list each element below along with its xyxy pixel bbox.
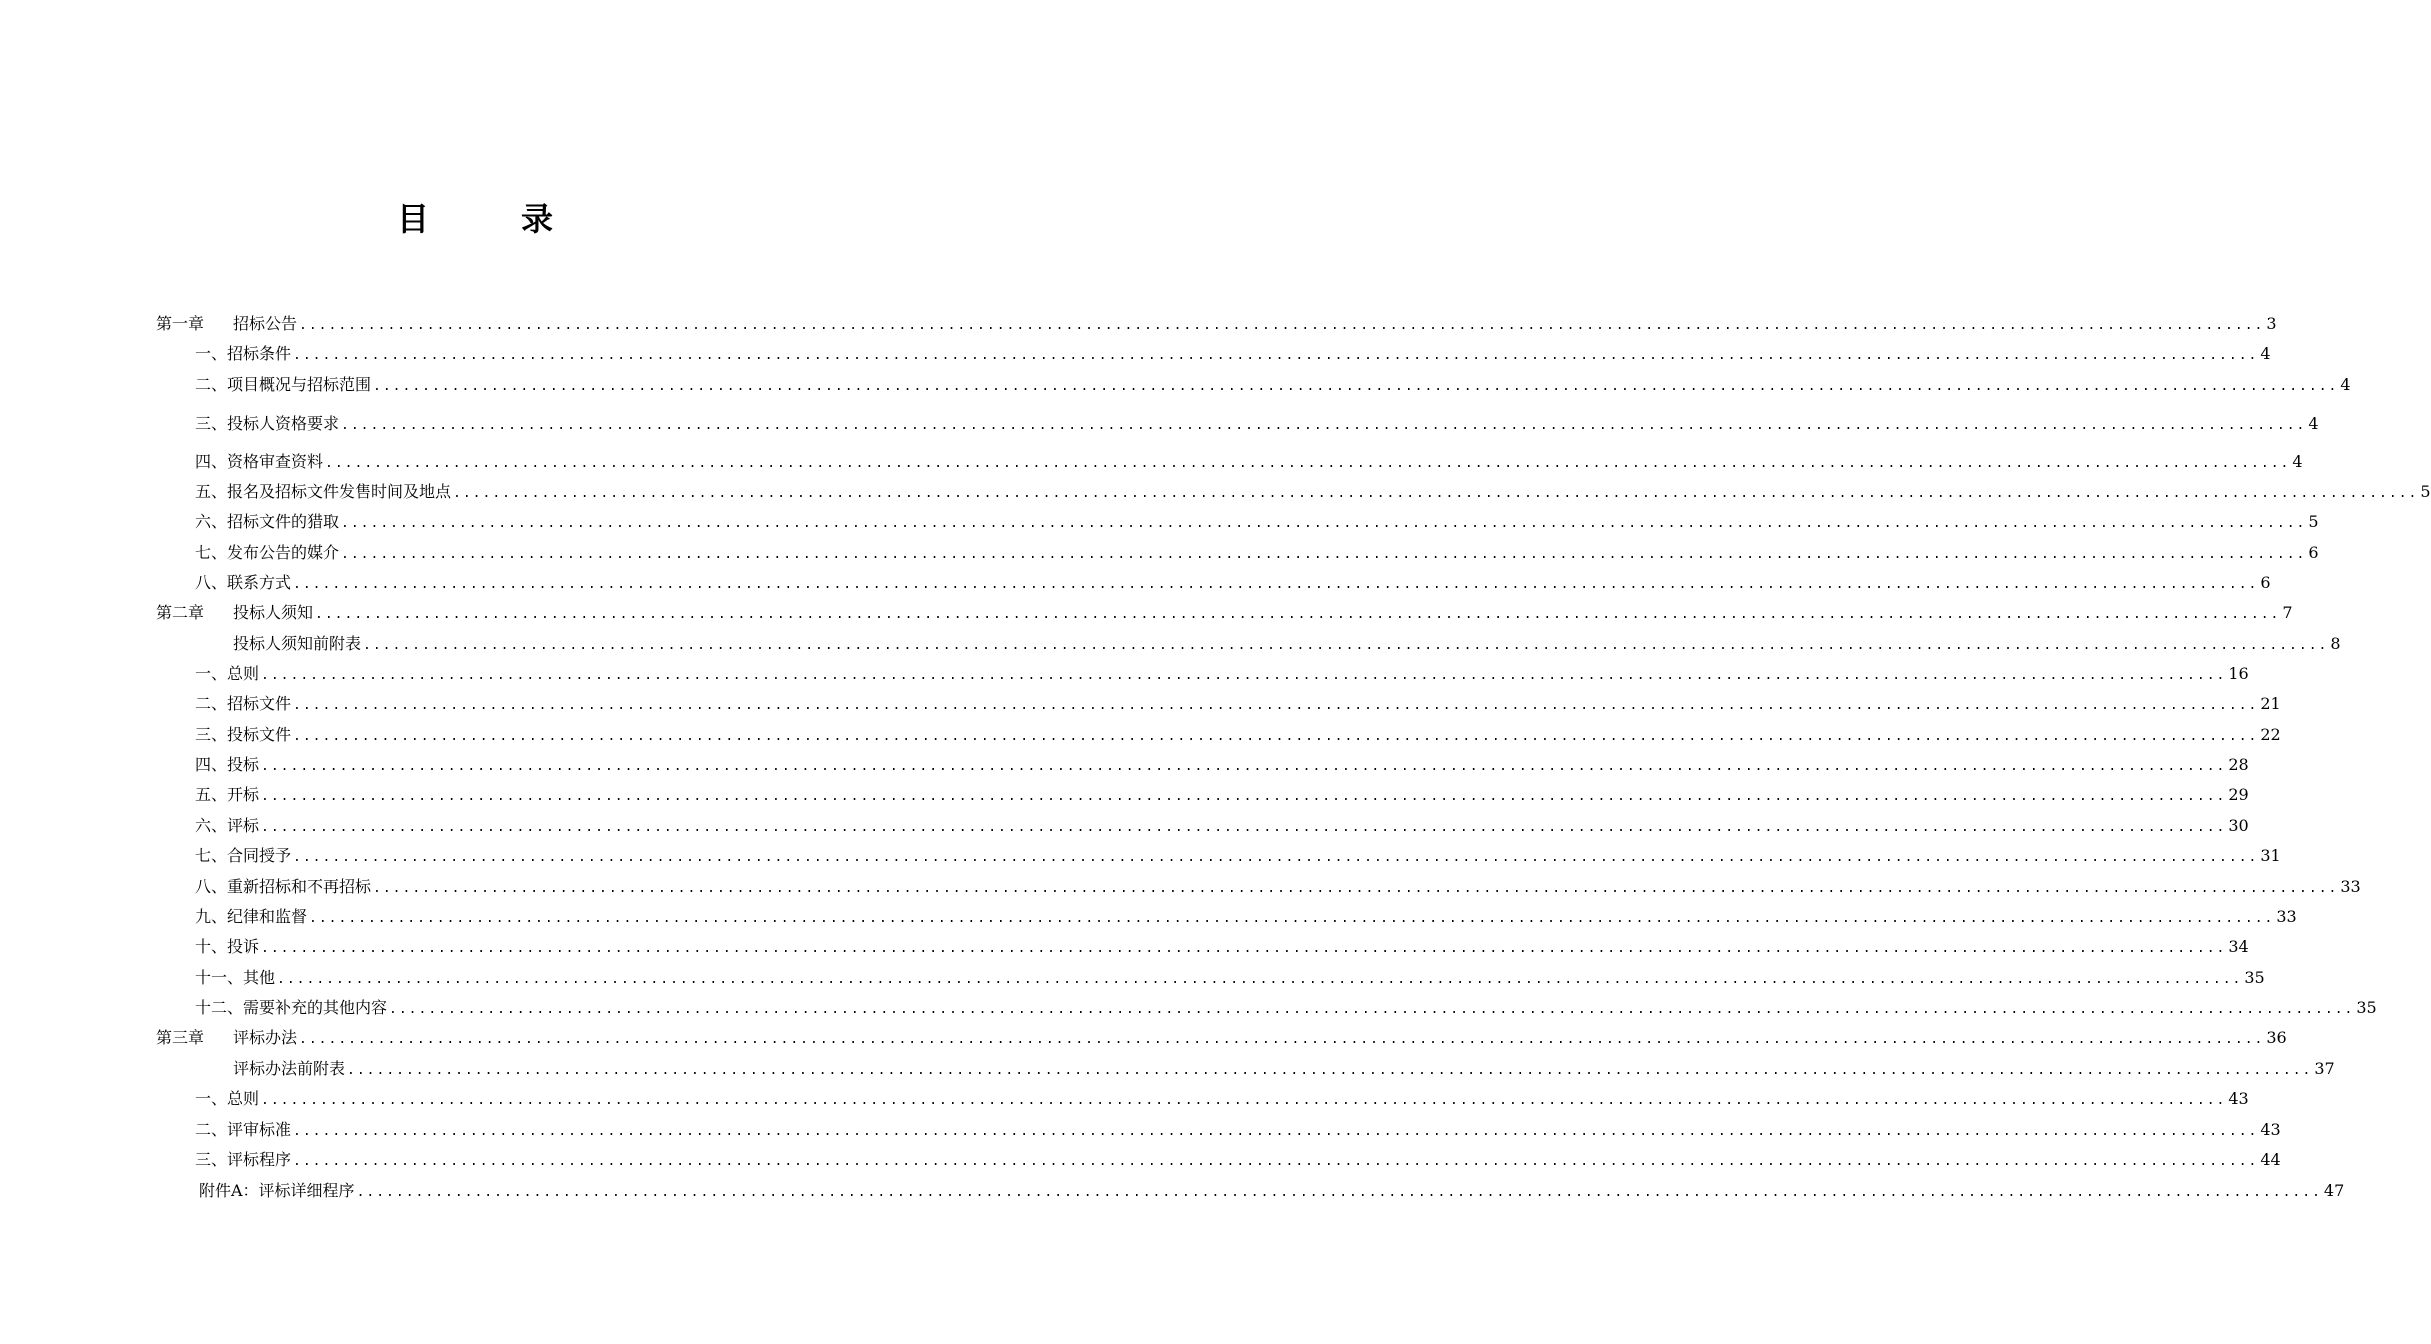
toc-entry[interactable] [0,541,2319,565]
toc-page-number: 6 [2308,543,2319,562]
toc-page-number: 44 [2260,1150,2281,1169]
toc-page-number: 4 [2292,452,2303,471]
toc-entry[interactable] [0,1179,2345,1203]
toc-entry[interactable] [0,342,2271,366]
toc-dot-leader: ........................................................................................................................................................................................................ [293,850,2259,865]
toc-entry-label: 八、重新招标和不再招标 [195,877,372,896]
toc-page-number: 16 [2228,664,2249,683]
toc-dot-leader: ........................................................................................................................................................................................................ [261,941,2227,956]
toc-entry[interactable] [0,692,2281,716]
toc-dot-leader: ........................................................................................................................................................................................................ [347,1063,2313,1078]
toc-entry[interactable] [0,844,2281,868]
toc-dot-leader: ........................................................................................................................................................................................................ [299,1032,2265,1047]
toc-page-number: 4 [2308,414,2319,433]
toc-dot-leader: ........................................................................................................................................................................................................ [373,379,2339,394]
toc-dot-leader: ........................................................................................................................................................................................................ [293,1124,2259,1139]
toc-dot-leader: ........................................................................................................................................................................................................ [356,1185,2322,1200]
toc-entry-label: 七、发布公告的媒介 [195,543,340,562]
toc-page-number: 8 [2330,634,2341,653]
toc-entry[interactable] [0,412,2319,436]
toc-entry[interactable] [0,753,2249,777]
toc-page-number: 33 [2276,907,2297,926]
toc-page-number: 35 [2244,968,2265,987]
toc-page-number: 29 [2228,785,2249,804]
toc-dot-leader: ........................................................................................................................................................................................................ [261,759,2227,774]
toc-page-number: 43 [2228,1089,2249,1108]
toc-dot-leader: ........................................................................................................................................................................................................ [261,1093,2227,1108]
toc-page-number: 36 [2266,1028,2287,1047]
toc-page-number: 4 [2260,344,2271,363]
toc-entry[interactable] [0,510,2319,534]
toc-entry[interactable] [0,450,2303,474]
toc-entry[interactable] [0,1118,2281,1142]
toc-entry-label: 一、总则 [195,664,260,683]
toc-page-number: 34 [2228,937,2249,956]
toc-dot-leader: ........................................................................................................................................................................................................ [261,820,2227,835]
toc-dot-leader: ........................................................................................................................................................................................................ [325,456,2291,471]
toc-dot-leader: ........................................................................................................................................................................................................ [389,1002,2355,1017]
toc-dot-leader: ........................................................................................................................................................................................................ [309,911,2275,926]
toc-entry-label: 二、评审标准 [195,1120,292,1139]
toc-page-number: 28 [2228,755,2249,774]
toc-entry-label: 八、联系方式 [195,573,292,592]
toc-page-number: 30 [2228,816,2249,835]
toc-entry[interactable] [0,601,2293,625]
toc-dot-leader: ........................................................................................................................................................................................................ [373,881,2339,896]
toc-entry[interactable] [0,480,2431,504]
toc-dot-leader: ........................................................................................................................................................................................................ [315,607,2281,622]
toc-entry-label: 投标人须知 [233,603,314,622]
toc-dot-leader: ........................................................................................................................................................................................................ [277,972,2243,987]
toc-entry[interactable] [0,632,2341,656]
toc-entry[interactable] [0,814,2249,838]
toc-entry-label: 四、投标 [195,755,260,774]
toc-entry-label: 附件A：评标详细程序 [199,1181,355,1200]
toc-entry[interactable] [0,783,2249,807]
page-title: 目 录 [396,200,583,238]
toc-entry-label: 一、招标条件 [195,344,292,363]
toc-dot-leader: ........................................................................................................................................................................................................ [293,348,2259,363]
toc-entry[interactable] [0,662,2249,686]
toc-entry-label: 九、纪律和监督 [195,907,308,926]
toc-dot-leader: ........................................................................................................................................................................................................ [299,318,2265,333]
toc-dot-leader: ........................................................................................................................................................................................................ [341,547,2307,562]
toc-dot-leader: ........................................................................................................................................................................................................ [341,516,2307,531]
toc-dot-leader: ........................................................................................................................................................................................................ [293,729,2259,744]
toc-page-number: 6 [2260,573,2271,592]
toc-dot-leader: ........................................................................................................................................................................................................ [293,1154,2259,1169]
toc-entry[interactable] [0,373,2351,397]
toc-dot-leader: ........................................................................................................................................................................................................ [453,486,2419,501]
toc-entry[interactable] [0,1148,2281,1172]
toc-dot-leader: ........................................................................................................................................................................................................ [293,577,2259,592]
toc-entry-label: 评标办法 [233,1028,298,1047]
toc-page-number: 33 [2340,877,2361,896]
toc-page-number: 5 [2420,482,2431,501]
toc-page-number: 4 [2340,375,2351,394]
toc-entry[interactable] [0,905,2297,929]
toc-entry-label: 评标办法前附表 [233,1059,346,1078]
toc-page-number: 22 [2260,725,2281,744]
toc-entry[interactable] [0,935,2249,959]
toc-entry-label: 招标公告 [233,314,298,333]
toc-entry[interactable] [0,966,2265,990]
toc-entry-label: 一、总则 [195,1089,260,1108]
toc-chapter-number: 第一章 [156,314,205,333]
toc-chapter-number: 第二章 [156,603,205,622]
toc-page-number: 47 [2323,1181,2345,1200]
toc-page-number: 43 [2260,1120,2281,1139]
toc-entry-label: 十二、需要补充的其他内容 [195,998,388,1017]
toc-page-number: 3 [2266,314,2277,333]
toc-entry[interactable] [0,1057,2335,1081]
toc-chapter-number: 第三章 [156,1028,205,1047]
toc-entry[interactable] [0,996,2377,1020]
toc-page-number: 7 [2282,603,2293,622]
toc-page-number: 31 [2260,846,2281,865]
toc-entry-label: 三、评标程序 [195,1150,292,1169]
toc-page-number: 37 [2314,1059,2335,1078]
toc-entry-label: 六、招标文件的猎取 [195,512,340,531]
toc-entry[interactable] [0,1087,2249,1111]
toc-page-number: 5 [2308,512,2319,531]
toc-dot-leader: ........................................................................................................................................................................................................ [341,418,2307,433]
toc-entry-label: 三、投标文件 [195,725,292,744]
toc-entry-label: 十、投诉 [195,937,260,956]
toc-entry-label: 投标人须知前附表 [233,634,362,653]
toc-entry-label: 二、项目概况与招标范围 [195,375,372,394]
toc-dot-leader: ........................................................................................................................................................................................................ [363,638,2329,653]
toc-dot-leader: ........................................................................................................................................................................................................ [261,668,2227,683]
toc-entry-label: 三、投标人资格要求 [195,414,340,433]
toc-entry[interactable] [0,571,2271,595]
toc-entry-label: 二、招标文件 [195,694,292,713]
toc-dot-leader: ........................................................................................................................................................................................................ [261,789,2227,804]
toc-entry-label: 五、开标 [195,785,260,804]
toc-entry[interactable] [0,312,2277,336]
toc-entry[interactable] [0,1026,2287,1050]
toc-page-number: 21 [2260,694,2281,713]
toc-entry-label: 六、评标 [195,816,260,835]
toc-entry-label: 七、合同授予 [195,846,292,865]
toc-entry-label: 五、报名及招标文件发售时间及地点 [195,482,452,501]
toc-page-number: 35 [2356,998,2377,1017]
toc-entry-label: 十一、其他 [195,968,276,987]
toc-entry[interactable] [0,723,2281,747]
toc-dot-leader: ........................................................................................................................................................................................................ [293,698,2259,713]
toc-entry-label: 四、资格审查资料 [195,452,324,471]
toc-entry[interactable] [0,875,2361,899]
